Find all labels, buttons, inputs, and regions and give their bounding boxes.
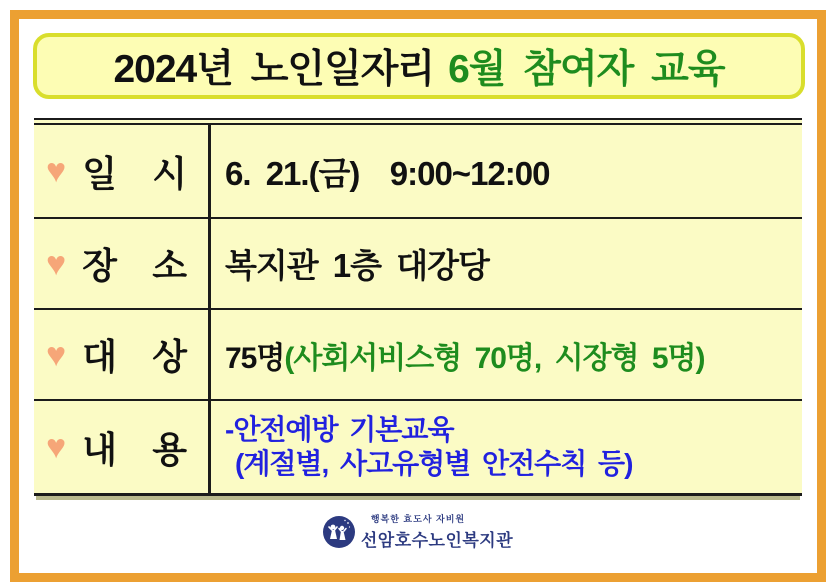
target-breakdown: (사회서비스형 70명, 시장형 5명) [284,341,705,375]
table-row-place [34,217,802,308]
organization-logo [322,512,513,551]
value-cell-place [211,219,802,308]
target-value [225,333,802,377]
row-label [82,422,208,473]
place-value: 복지관 1층 대강당 [225,247,489,284]
table-row-target [34,308,802,399]
label-cell-place [34,219,211,308]
label-cell-content [34,401,211,493]
title-banner [33,33,805,99]
label-char: 일 [82,152,116,194]
label-char: 대 [82,336,116,377]
heart-icon: ♥ [46,428,67,466]
row-label [82,238,208,289]
label-cell-target [34,310,211,399]
table-row-datetime [34,125,802,217]
logo-name: 선암호수노인복지관 [360,531,514,550]
logo-people-icon [322,515,356,549]
logo-tagline: 행복한 효도사 자비원 [370,514,466,524]
datetime-value: 6. 21.(금) 9:00~12:00 [225,154,550,192]
heart-icon: ♥ [46,244,67,283]
label-char: 소 [152,245,186,286]
label-char: 상 [152,336,186,377]
info-table [34,118,802,496]
value-cell-content [211,401,802,493]
title-month-part: 6월 참여자 교육 [448,48,725,91]
footer [0,512,835,551]
label-char: 시 [152,152,186,194]
target-count: 75명 [225,341,285,375]
heart-icon: ♥ [46,152,67,190]
label-cell-datetime [34,125,211,217]
title-year-part: 2024년 노인일자리 [113,48,435,91]
value-cell-target [211,310,802,399]
logo-text-column [361,512,513,551]
table-row-content [34,399,802,493]
heart-icon: ♥ [46,335,67,374]
value-cell-datetime [211,125,802,217]
content-line-2: (계절별, 사고유형별 안전수칙 등) [235,448,633,479]
label-char: 용 [152,428,186,470]
label-char: 내 [82,428,116,470]
row-label [82,146,208,197]
label-char: 장 [82,245,116,286]
content-line-1: -안전예방 기본교육 [225,414,454,446]
row-label [82,329,208,380]
